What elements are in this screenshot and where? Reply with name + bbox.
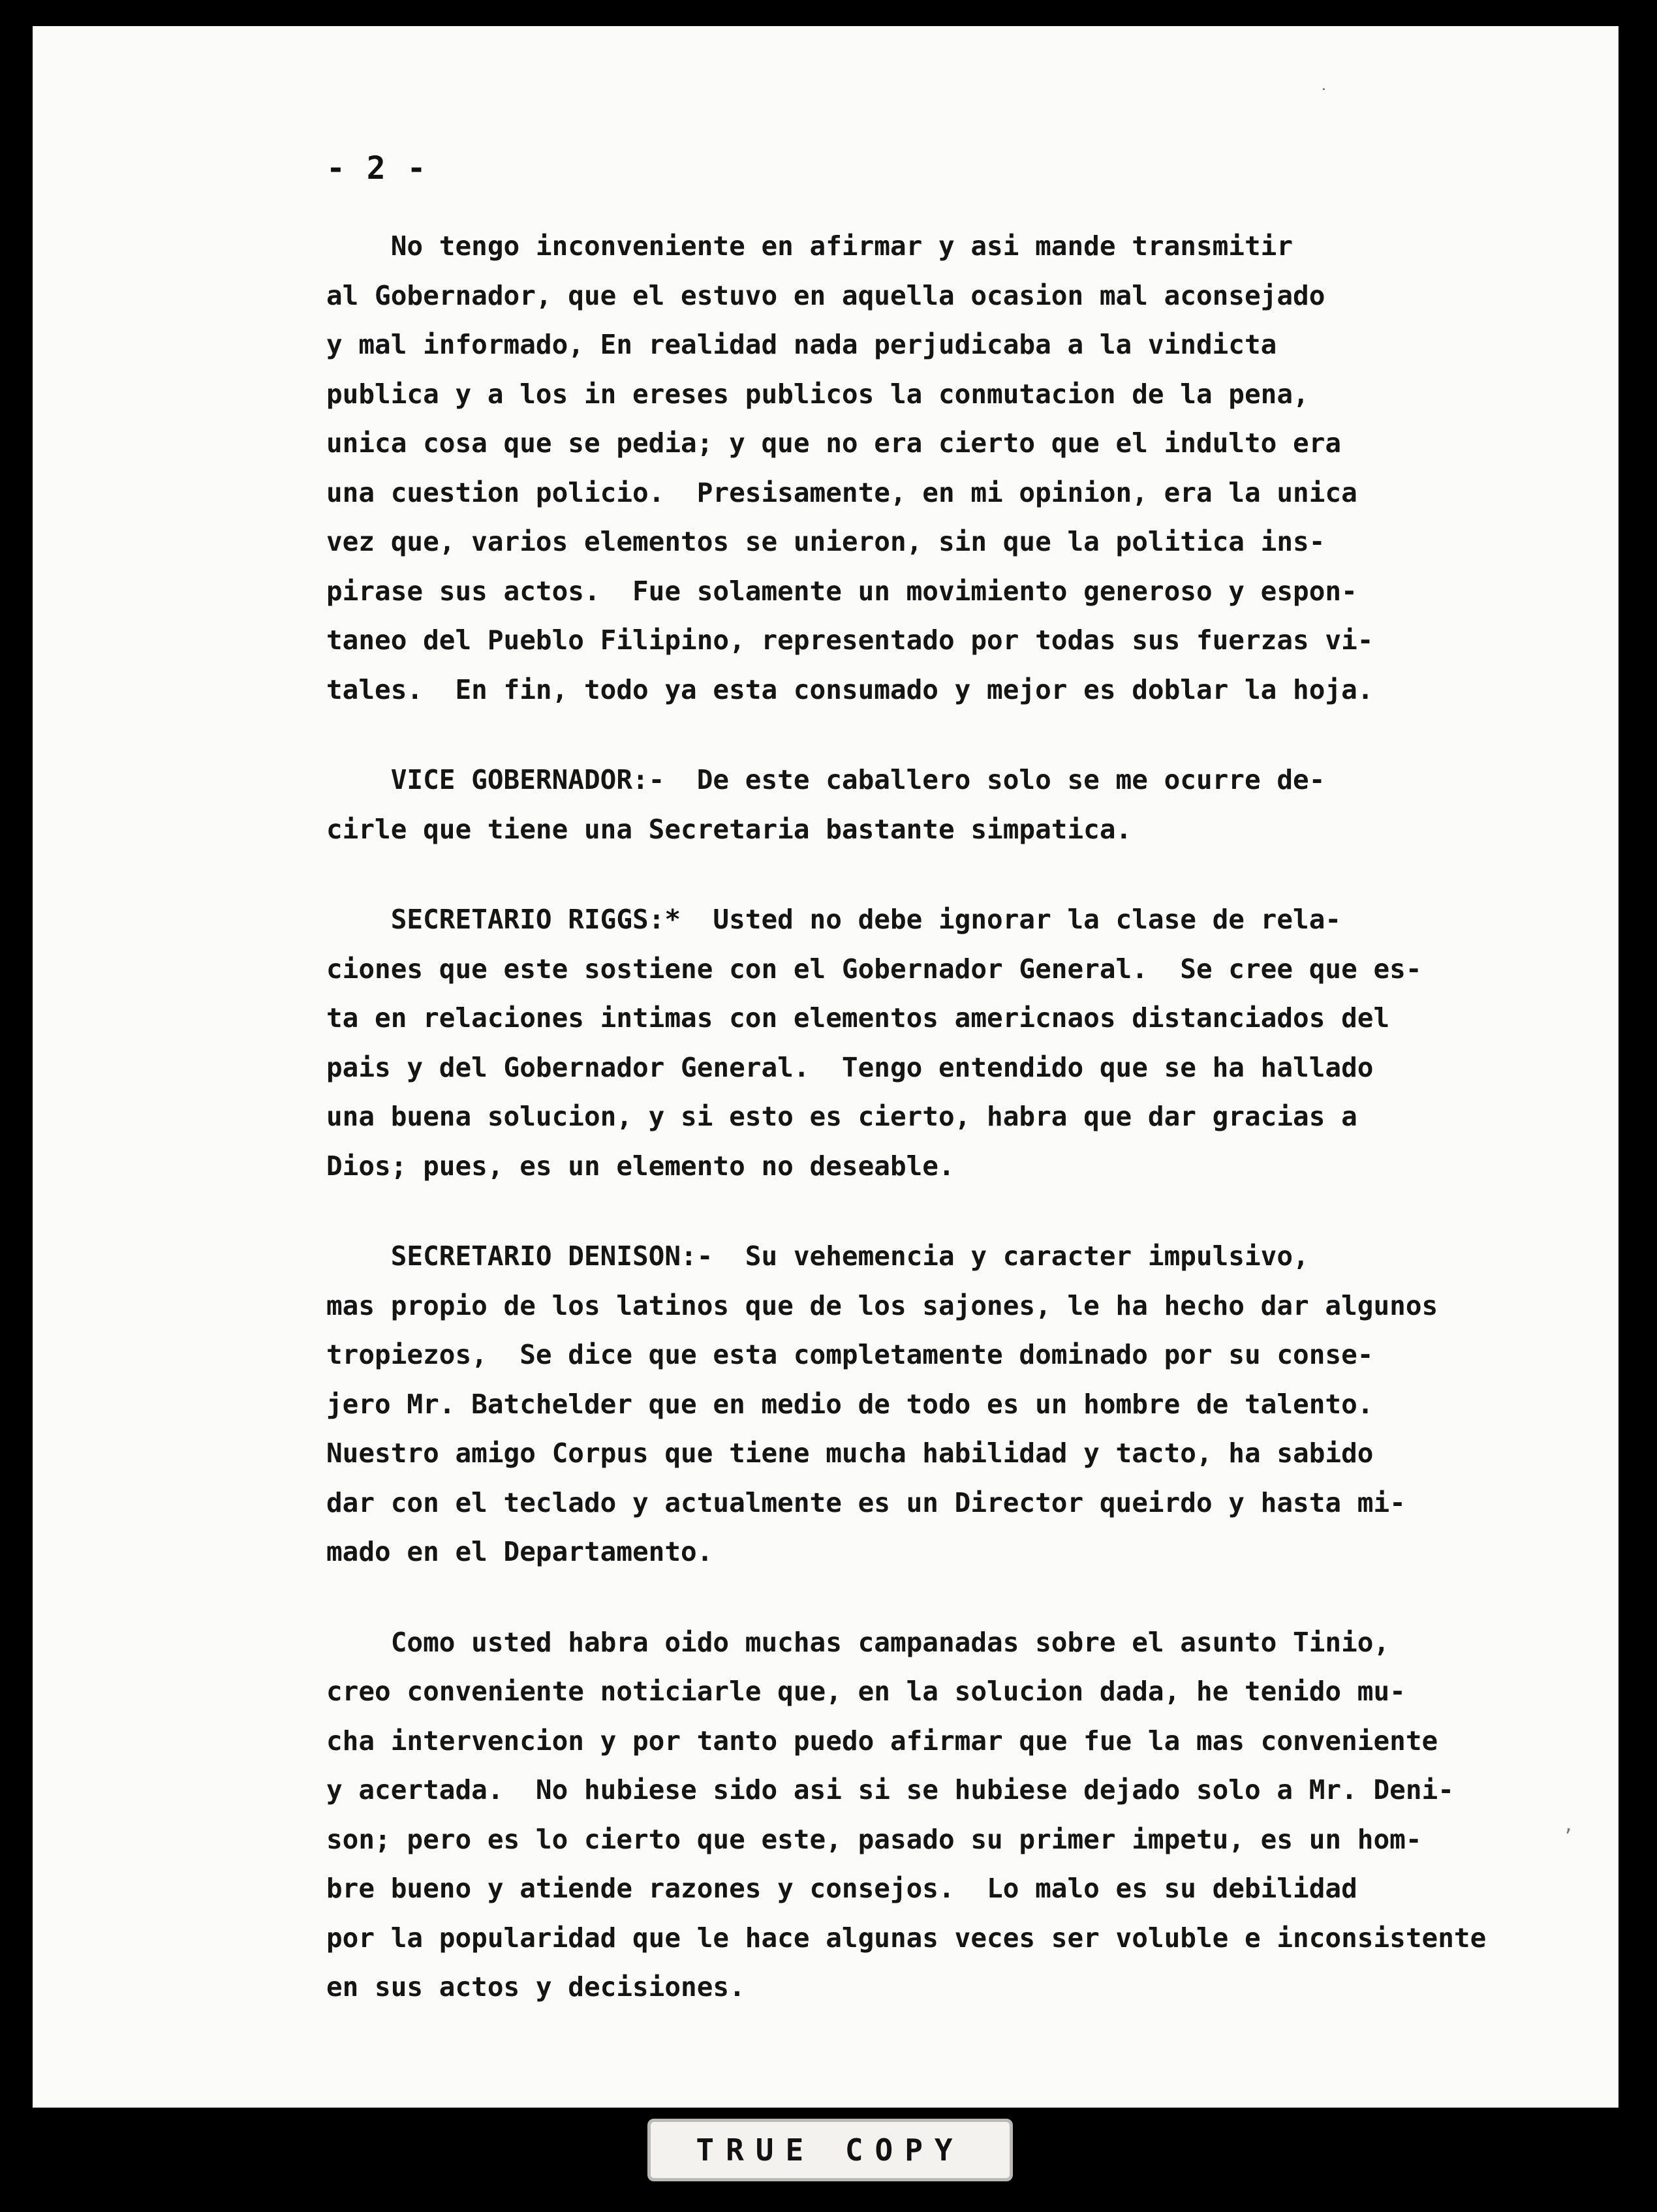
text-line: tales. En fin, todo ya esta consumado y mejor es doblar la hoja. [326,673,1374,705]
text-line: Dios; pues, es un elemento no deseable. [326,1150,955,1182]
text-line: y mal informado, En realidad nada perjudicaba a la vindicta [326,329,1277,360]
text-line: jero Mr. Batchelder que en medio de todo es un hombre de talento. [326,1388,1374,1420]
text-line: taneo del Pueblo Filipino, representado por todas sus fuerzas vi- [326,624,1374,656]
paragraph-tinio-affair [326,1618,1592,2012]
text-line: en sus actos y decisiones. [326,1971,745,2003]
text-line: VICE GOBERNADOR:- De este caballero solo se me ocurre de- [326,764,1325,795]
text-line: bre bueno y atiende razones y consejos. Lo malo es su debilidad [326,1873,1357,1904]
text-line: una buena solucion, y si esto es cierto, habra que dar gracias a [326,1101,1357,1132]
text-line: SECRETARIO RIGGS:* Usted no debe ignorar la clase de rela- [326,904,1342,935]
text-line: son; pero es lo cierto que este, pasado su primer impetu, es un hom- [326,1823,1422,1855]
text-line: y acertada. No hubiese sido asi si se hubiese dejado solo a Mr. Deni- [326,1774,1454,1805]
text-line: pirase sus actos. Fue solamente un movimiento generoso y espon- [326,575,1357,607]
text-line: ta en relaciones intimas con elementos americnaos distanciados del [326,1002,1390,1034]
paragraph-vice-governor [326,756,1592,854]
letter-body [326,222,1592,2053]
text-line: por la popularidad que le hace algunas veces ser voluble e inconsistente [326,1922,1487,1954]
text-line: una cuestion policio. Presisamente, en mi opinion, era la unica [326,476,1357,508]
document-page [33,26,1618,2108]
paper-speck: ‚ [1563,1814,1574,1836]
text-line: creo conveniente noticiarle que, en la solucion dada, he tenido mu- [326,1676,1406,1707]
text-line: SECRETARIO DENISON:- Su vehemencia y caracter impulsivo, [326,1240,1309,1272]
true-copy-stamp [647,2119,1013,2181]
text-line: cha intervencion y por tanto puedo afirmar que fue la mas conveniente [326,1725,1438,1757]
text-line: Nuestro amigo Corpus que tiene mucha habilidad y tacto, ha sabido [326,1437,1374,1469]
paper-speck: ˙ [1318,85,1329,106]
text-line: vez que, varios elementos se unieron, sin que la politica ins- [326,526,1325,557]
paragraph-secretary-riggs [326,895,1592,1191]
text-line: al Gobernador, que el estuvo en aquella ocasion mal aconsejado [326,279,1325,311]
text-line: cirle que tiene una Secretaria bastante simpatica. [326,813,1132,845]
text-line: tropiezos, Se dice que esta completamente dominado por su conse- [326,1339,1374,1370]
paragraph-governor [326,222,1592,714]
text-line: pais y del Gobernador General. Tengo entendido que se ha hallado [326,1051,1374,1083]
text-line: ciones que este sostiene con el Gobernador General. Se cree que es- [326,953,1422,985]
text-line: mas propio de los latinos que de los sajones, le ha hecho dar algunos [326,1289,1438,1321]
text-line: Como usted habra oido muchas campanadas sobre el asunto Tinio, [326,1626,1390,1658]
text-line: publica y a los in ereses publicos la conmutacion de la pena, [326,378,1309,410]
text-line: dar con el teclado y actualmente es un Director queirdo y hasta mi- [326,1486,1406,1518]
page-number: - 2 - [326,150,427,187]
paragraph-secretary-denison [326,1232,1592,1577]
stamp-label: TRUE COPY [696,2132,965,2168]
text-line: No tengo inconveniente en afirmar y asi mande transmitir [326,230,1293,262]
text-line: unica cosa que se pedia; y que no era cierto que el indulto era [326,427,1342,459]
text-line: mado en el Departamento. [326,1536,713,1567]
